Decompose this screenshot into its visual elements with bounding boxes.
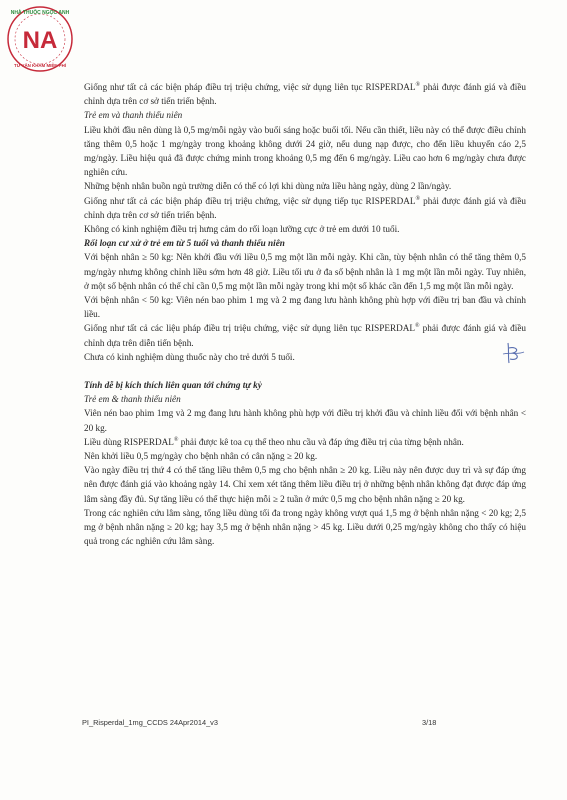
paragraph-start-dose-20kg: Nên khởi liều 0,5 mg/ngày cho bệnh nhân có cân nặng ≥ 20 kg. [84,451,318,462]
footer-page-number: 3/18 [422,718,437,727]
paragraph-tablets-under-20kg: Viên nén bao phim 1mg và 2 mg đang lưu hành không phù hợp với điều trị khởi đầu và chỉnh liều đối với bệnh nhân < 20 kg. [84,408,526,433]
registered-mark: ® [415,195,421,202]
registered-mark: ® [173,436,179,443]
subheading-children-adolescents-2: Trẻ em & thanh thiếu niên [84,394,181,405]
pharmacy-logo [4,3,76,75]
registered-mark: ® [415,81,421,88]
document-body [84,80,526,549]
paragraph-initial-dose: Liều khởi đầu nên dùng là 0,5 mg/mỗi ngày vào buổi sáng hoặc buổi tối. Nếu cần thiết, liều này có thể được điều chỉnh tăng thêm 0,5 hoặc 1 mg/ngày trong khoảng không dưới 24 giờ, nếu dung nạp được, cho đến liều khuyến cáo 2,5 mg/ngày. Liều hiệu quả đã được chứng minh trong khoảng 0,5 mg đến 6 mg/ngày. Liều cao hơn 6 mg/ngày chưa được nghiên cứu. [84,124,526,178]
registered-mark: ® [415,323,420,330]
heading-autism-irritability: Tính dễ bị kích thích liên quan tới chứng tự kỷ [84,380,262,391]
paragraph-day-4-increase: Vào ngày điều trị thứ 4 có thể tăng liều thêm 0,5 mg cho bệnh nhân ≥ 20 kg. Liều này nên được duy trì và sự đáp ứng nên được đánh giá vào khoảng ngày 14. Chỉ xem xét tăng thêm liều điều trị ở những bệnh nhân không đạt được đáp ứng lâm sàng đầy đủ. Sự tăng liều có thể thực hiện mỗi ≥ 2 tuần ở mức 0,5 mg cho bệnh nhân nặng ≥ 20 kg. [84,465,526,504]
paragraph-somnolence: Những bệnh nhân buồn ngủ trường diễn có thể có lợi khi dùng nửa liều hàng ngày, dùng 2 lần/ngày. [84,181,452,192]
paragraph-continuous-use-1: Giống như tất cả các biện pháp điều trị triệu chứng, việc sử dụng liên tục RISPERDAL® phải được đánh giá và điều chỉnh dựa trên cơ sở tiến triển bệnh. [84,81,526,107]
footer-document-id: PI_Risperdal_1mg_CCDS 24Apr2014_v3 [82,718,218,727]
paragraph-patients-under-50kg: Với bệnh nhân < 50 kg: Viên nén bao phim 1 mg và 2 mg đang lưu hành không phù hợp với điều trị ban đầu và chỉnh liều. [84,295,526,320]
paragraph-continuous-use-2: Giống như tất cả các biện pháp điều trị triệu chứng, việc sử dụng tiếp tục RISPERDAL® phải được đánh giá và điều chỉnh dựa trên cơ sở tiến triển bệnh. [84,195,526,220]
handwritten-mark [500,340,526,366]
subheading-children-adolescents: Trẻ em và thanh thiếu niên [84,110,183,121]
paragraph-bipolar-no-experience: Không có kinh nghiệm điều trị hưng cảm do rối loạn lưỡng cực ở trẻ em dưới 10 tuổi. [84,224,400,235]
logo-initials: NA [22,27,58,54]
paragraph-patients-over-50kg: Với bệnh nhân ≥ 50 kg: Nên khởi đầu với liều 0,5 mg một lần mỗi ngày. Khi cần, tùy bệnh nhân có thể tăng thêm 0,5 mg/ngày nhưng không chỉnh liều sớm hơn 48 giờ. Liều tối ưu ở đa số bệnh nhân là 1 mg một lần mỗi ngày. Tuy nhiên, ở một số bệnh nhân có thể chỉ cần 0,5 mg một lần mỗi ngày trong khi một số khác cần đến 1,5 mg một lần mỗi ngày. [84,252,526,291]
logo-text-bottom: TƯ VẤN KHÁM MIỄN PHÍ [14,63,66,68]
paragraph-continuous-use-3: Giống như tất cả các liệu pháp điều trị triệu chứng, việc sử dụng liên tục RISPERDAL® phải được đánh giá và điều chỉnh dựa trên diễn tiến bệnh. [84,323,526,348]
heading-conduct-disorder: Rối loạn cư xử ở trẻ em từ 5 tuổi và thanh thiếu niên [84,238,285,249]
logo-text-top: NHÀ THUỐC NGỌC ANH [10,10,70,16]
paragraph-individual-dosing: Liều dùng RISPERDAL® phải được kê toa cụ thể theo nhu cầu và đáp ứng điều trị của từng bệnh nhân. [84,436,464,447]
paragraph-clinical-max-dose: Trong các nghiên cứu lâm sàng, tổng liều dùng tối đa trong ngày không vượt quá 1,5 mg ở bệnh nhân nặng < 20 kg; 2,5 mg ở bệnh nhân nặng ≥ 20 kg; hay 3,5 mg ở bệnh nhân nặng > 45 kg. Liều dưới 0,25 mg/ngày không cho thấy có hiệu quả trong các nghiên cứu lâm sàng. [84,507,526,547]
paragraph-under-5-years: Chưa có kinh nghiệm dùng thuốc này cho trẻ dưới 5 tuổi. [84,351,295,362]
